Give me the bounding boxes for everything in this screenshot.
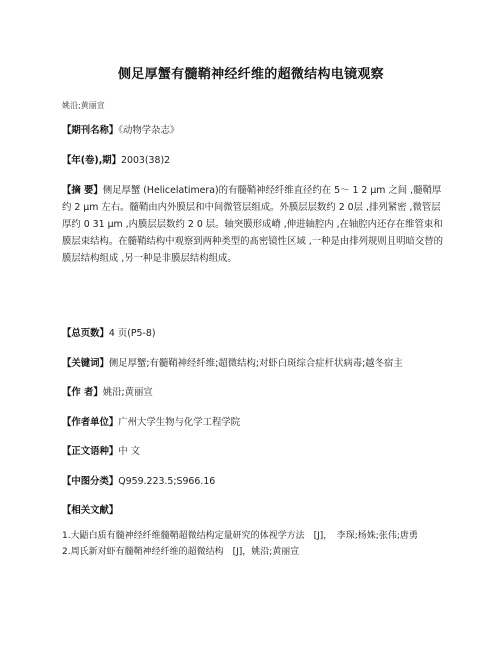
affiliation-label: 【作者单位】 [62,417,119,428]
page-title: 侧足厚蟹有髓鞘神经纤维的超微结构电镜观察 [117,67,384,82]
author-names: 姚沿;黄丽宣 [62,101,105,110]
related-literature-label: 【相关文献】 [62,505,119,516]
abstract-text: 侧足厚蟹 (Helicelatimera)的有髓鞘神经纤维直径约在 5～ 1 2 μm 之间 ,髓鞘厚约 2 μm 左右。髓鞘由内外膜层和中间微管层组成。外膜层层数约 2 0层 ,排列紧密 ,微管层厚约 0 31 μm ,内膜层层数约 2 0 层。轴突膜形成嵴 ,伸进轴腔内 ,在轴腔内还存在维管束和膜层束结构。在髓鞘结构中观察到两种类型的髙密镜性区域 ,一种是由排列规则且明暗交替的膜层结构组成 ,另一种是非膜层结构组成。 [62,185,443,264]
reference-item-2[interactable]: 2.周氏新对虾有髓鞘神经纤维的超微结构 [J]，姚沿;黄丽宣 [62,546,300,557]
classification-value: Q959.223.5;S966.16 [118,476,216,487]
keywords-row [62,355,446,372]
language-row [62,443,446,460]
reference-list [62,529,446,560]
abstract-label: 【摘 要】 [62,185,103,196]
abstract-row [62,182,446,267]
reference-item-1[interactable]: 1.大鼯白质有髓神经纤维髓鞘超微结构定量研究的体视学方法 [J]， 李琛;杨姝;张伟;唐勇 [62,531,418,541]
page-count-row [62,325,446,342]
language-value: 中 文 [118,446,140,457]
keywords-value: 侧足厚蟹;有髓鞘神经纤维;超微结构;对虾白斑综合症杆状病毒;越冬宿主 [108,358,403,369]
journal-value: 《动物学杂志》 [118,125,180,136]
affiliation-row [62,414,446,431]
classification-label: 【中图分类】 [62,476,119,487]
year-volume-row [62,152,446,169]
author-value: 姚沿;黄丽宣 [102,387,153,398]
year-volume-label: 【年(卷),期】 [62,155,122,166]
affiliation-value: 广州大学生物与化学工程学院 [118,417,241,428]
year-volume-value: 2003(38)2 [121,155,171,166]
related-literature-row [62,502,446,519]
page-count-label: 【总页数】 [62,328,109,339]
journal-row [62,122,446,139]
keywords-label: 【关键词】 [62,358,109,369]
classification-row [62,473,446,490]
author-row [62,384,446,401]
journal-label: 【期刊名称】 [62,125,119,136]
language-label: 【正文语种】 [62,446,119,457]
page-count-value: 4 页(P5-8) [108,328,156,339]
author-label: 【作 者】 [62,387,103,398]
